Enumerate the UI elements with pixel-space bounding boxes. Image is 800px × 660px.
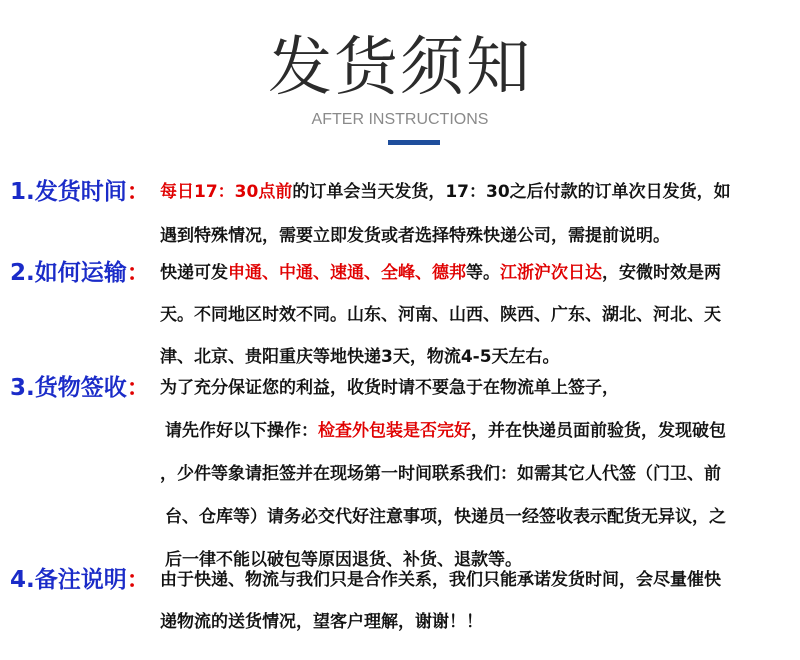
section-heading: 2.如何运输：: [10, 260, 150, 286]
section-line: 快递可发申通、中通、速通、全峰、德邦等。江浙沪次日达，安微时效是两: [160, 263, 721, 283]
section-line: 递物流的送货情况，望客户理解，谢谢！！: [160, 612, 483, 632]
page-title: 发货须知: [268, 31, 532, 105]
section-heading: 1.发货时间：: [10, 179, 150, 205]
section-line: 由于快递、物流与我们只是合作关系，我们只能承诺发货时间，会尽量催快: [160, 570, 721, 590]
title-divider: [388, 140, 440, 145]
section-line: 请先作好以下操作：检查外包装是否完好，并在快递员面前验货，发现破包: [165, 421, 726, 441]
page-subtitle: AFTER INSTRUCTIONS: [311, 111, 489, 128]
section-heading: 3.货物签收：: [10, 375, 150, 401]
section-line: 后一律不能以破包等原因退货、补货、退款等。: [165, 550, 522, 570]
section-line: 为了充分保证您的利益，收货时请不要急于在物流单上签子，: [160, 378, 619, 398]
section-line: 每日17：30点前的订单会当天发货，17：30之后付款的订单次日发货，如: [160, 182, 731, 202]
section-heading: 4.备注说明：: [10, 567, 150, 593]
section-line: 遇到特殊情况，需要立即发货或者选择特殊快递公司，需提前说明。: [160, 226, 670, 246]
section-line: 台、仓库等）请务必交代好注意事项，快递员一经签收表示配货无异议，之: [165, 507, 726, 527]
section-line: 天。不同地区时效不同。山东、河南、山西、陕西、广东、湖北、河北、天: [160, 305, 721, 325]
section-line: ，少件等象请拒签并在现场第一时间联系我们：如需其它人代签（门卫、前: [160, 464, 721, 484]
section-line: 津、北京、贵阳重庆等地快递3天，物流4-5天左右。: [160, 347, 560, 367]
